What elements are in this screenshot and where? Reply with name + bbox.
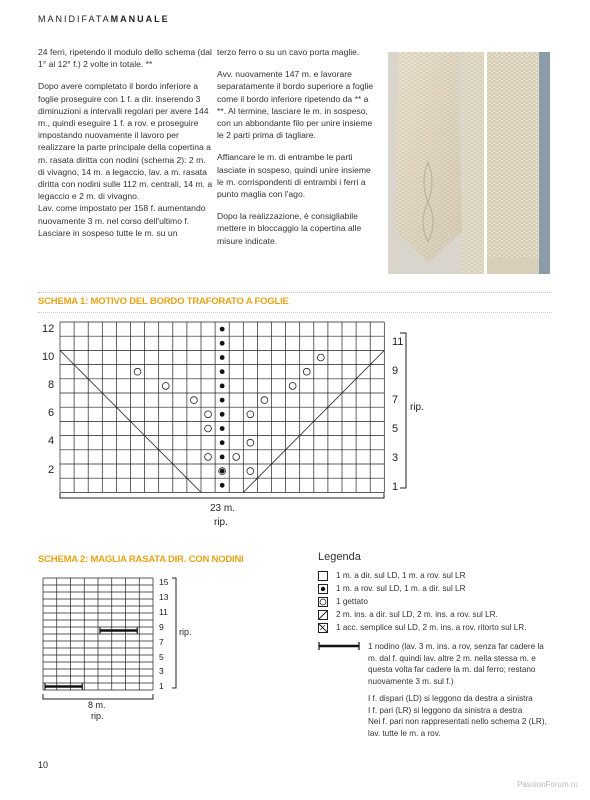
row-label: 13 <box>159 592 169 602</box>
legend-text: 1 m. a dir. sul LD, 1 m. a rov. sul LR <box>336 570 466 580</box>
decrease-mark <box>314 407 328 421</box>
width-bracket <box>60 493 384 498</box>
knit-photo-2 <box>487 52 550 274</box>
row-label: 10 <box>42 351 55 363</box>
legend-text: 2 m. ins. a dir. sul LD, 2 m. ins. a rov. sul LR. <box>336 609 498 619</box>
note: Nei f. pari non rappresentati nello schema 2 (LR), lav. tutte le m. a rov. <box>368 717 547 738</box>
rip-bracket <box>172 578 176 688</box>
legend-item <box>318 609 558 621</box>
magazine-header <box>38 14 170 24</box>
schema1-title: SCHEMA 1: MOTIVO DEL BORDO TRAFORATO A FOGLIE <box>38 296 289 307</box>
row-label: 8 <box>48 379 55 391</box>
legend-text: 1 gettato <box>336 596 368 606</box>
decrease-mark <box>131 421 145 435</box>
legend-item <box>318 596 558 608</box>
row-label: 7 <box>392 394 399 406</box>
purl-dot <box>220 398 225 403</box>
decrease-mark <box>257 464 271 478</box>
row-label: 6 <box>48 407 55 419</box>
rip-bracket <box>400 333 406 488</box>
knit-garter-image <box>487 52 550 274</box>
note: I f. pari (LR) si leggono da sinistra a destra <box>368 705 523 715</box>
yarn-over-mark <box>261 397 268 404</box>
schema1-grid <box>60 322 384 492</box>
brand-light: MANIDIFATA <box>38 14 111 24</box>
paragraph: Affiancare le m. di entrambe le parti lasciate in sospeso, quindi unire insieme le m. corrispondenti di entrambi i ferri a punto maglia con l'ago. <box>217 152 371 200</box>
row-label: 1 <box>159 681 164 691</box>
legend <box>318 552 558 739</box>
yarn-over-mark <box>233 454 240 461</box>
row-label: 3 <box>159 666 164 676</box>
yarn-over-mark <box>134 368 141 375</box>
decrease-mark <box>300 421 314 435</box>
divider <box>38 292 552 293</box>
decrease-mark <box>116 407 130 421</box>
decrease-mark <box>342 379 356 393</box>
legend-item <box>318 583 558 595</box>
yarn-over-mark <box>289 383 296 390</box>
purl-dot <box>220 369 225 374</box>
text-column-2 <box>217 46 379 257</box>
schema2-right-labels <box>159 577 169 691</box>
dot-square-icon <box>318 584 328 594</box>
yarn-over-mark <box>247 411 254 418</box>
rip-label: rip. <box>214 517 228 528</box>
yarn-over-mark <box>303 368 310 375</box>
text-column-1 <box>38 46 213 249</box>
decrease-mark <box>356 365 370 379</box>
watermark: PassionForum.ru <box>517 780 578 789</box>
row-label: 9 <box>159 622 164 632</box>
purl-dot <box>220 341 225 346</box>
brand-bold: MANUALE <box>110 14 170 24</box>
row-label: 1 <box>392 481 399 493</box>
divider <box>38 312 552 313</box>
yarn-over-mark <box>205 425 212 432</box>
paragraph: Avv. nuovamente 147 m. e lavorare separatamente il bordo superiore a foglie come il bordo inferiore ripetendo da ** a **. Al termine, lasciare le m. in sospeso, con un abbondante filo per unire insieme le 2 parti prima di tagliare. <box>217 69 374 141</box>
rip-label: rip. <box>410 402 424 413</box>
paragraph: Dopo la realizzazione, è consigliabile mettere in bloccaggio la copertina alle misure indicate. <box>217 211 362 246</box>
schema1-right-labels <box>392 336 403 493</box>
decrease-mark <box>272 450 286 464</box>
paragraph: 24 ferri, ripetendo il modulo dello schema (dal 1° al 12° f.) 2 volte in totale. ** <box>38 47 212 70</box>
decrease-mark <box>243 478 257 492</box>
nodino-icon <box>318 642 360 650</box>
decrease-mark <box>187 478 201 492</box>
purl-dot <box>220 327 225 332</box>
page-number: 10 <box>38 760 49 770</box>
yarn-over-mark <box>247 468 254 475</box>
legend-item <box>318 622 558 634</box>
row-label: 3 <box>392 452 399 464</box>
legend-text: 1 acc. semplice sul LD, 2 m. ins. a rov. ritorto sul LR. <box>336 622 527 632</box>
knit-leaf-border-image <box>388 52 484 274</box>
yarn-over-mark <box>205 454 212 461</box>
decrease-mark <box>60 350 74 364</box>
yarn-over-mark <box>191 397 198 404</box>
yarn-over-mark <box>205 411 212 418</box>
circle-icon <box>318 597 328 607</box>
row-label: 4 <box>48 435 55 447</box>
paragraph: Dopo avere completato il bordo inferiore a foglie proseguire con 1 f. a dir. inserendo 3 diminuzioni a intervalli regolari per avere 144 m., quindi eseguire 1 f. a rov. e proseguire impostando nuovamente il lavoro per realizzare la parte principale della copertina a m. rasata diritta con nodini (schema 2): 2 m. di vivagno, 14 m. a legaccio, lav. a m. rasata diritta con nodini sulle 112 m. centrali, 14 m. a legaccio e 2 m. di vivagno. <box>38 81 213 202</box>
purl-dot <box>220 440 225 445</box>
decrease-mark <box>102 393 116 407</box>
note: I f. dispari (LD) si leggono da destra a sinistra <box>368 694 533 703</box>
schema1-left-labels <box>42 323 54 476</box>
empty-square-icon <box>318 571 328 581</box>
decrease-mark <box>370 350 384 364</box>
row-label: 15 <box>159 577 169 587</box>
schema2-title: SCHEMA 2: MAGLIA RASATA DIR. CON NODINI <box>38 554 244 565</box>
width-label: 8 m. <box>88 700 106 710</box>
rip-label: rip. <box>179 627 192 637</box>
row-label: 5 <box>392 423 399 435</box>
schema2-chart <box>38 573 238 723</box>
legend-notes <box>318 693 558 739</box>
legend-text: 1 nodino (lav. 3 m. ins. a rov, senza far cadere la m. dal f. quindi lav. altre 2 m. nella stessa m. e questa volta far cadere la m. dal ferro; restano nuovamente 3 m. sul f.) <box>368 642 544 686</box>
schema2-grid <box>43 578 153 690</box>
row-label: 2 <box>48 464 55 476</box>
slash-icon <box>318 610 328 620</box>
row-label: 12 <box>42 323 55 335</box>
width-bracket <box>43 694 153 699</box>
purl-dot <box>220 355 225 360</box>
paragraph: Lav. come impostato per 158 f. aumentando nuovamente 3 m. nel corso dell'ultimo f. Lasciare in sospeso tutte le m. su un <box>38 203 206 238</box>
purl-dot <box>220 426 225 431</box>
decrease-mark <box>88 379 102 393</box>
row-label: 7 <box>159 637 164 647</box>
purl-dot <box>220 384 225 389</box>
legend-item-nodino <box>318 641 548 687</box>
paragraph: terzo ferro o su un cavo porta maglie. <box>217 47 360 57</box>
row-label: 5 <box>159 652 164 662</box>
rip-label: rip. <box>91 711 104 721</box>
row-label: 11 <box>159 607 168 617</box>
row-label: 9 <box>392 365 399 377</box>
schema1-chart <box>30 318 460 533</box>
decrease-mark <box>286 436 300 450</box>
decrease-mark <box>328 393 342 407</box>
decrease-mark <box>173 464 187 478</box>
decrease-mark <box>145 436 159 450</box>
decrease-mark <box>159 450 173 464</box>
row-label: 11 <box>392 336 404 348</box>
purl-dot <box>220 469 225 474</box>
yarn-over-mark <box>162 383 169 390</box>
purl-dot <box>220 483 225 488</box>
legend-item <box>318 570 558 582</box>
purl-dot <box>220 455 225 460</box>
legend-text: 1 m. a rov. sul LD, 1 m. a dir. sul LR <box>336 583 466 593</box>
decrease-mark <box>74 365 88 379</box>
legend-title: Legenda <box>318 551 361 563</box>
width-label: 23 m. <box>210 503 236 514</box>
backslash-icon <box>318 623 328 633</box>
knit-photo-1 <box>388 52 484 274</box>
yarn-over-mark <box>317 354 324 361</box>
yarn-over-mark <box>247 439 254 446</box>
purl-dot <box>220 412 225 417</box>
